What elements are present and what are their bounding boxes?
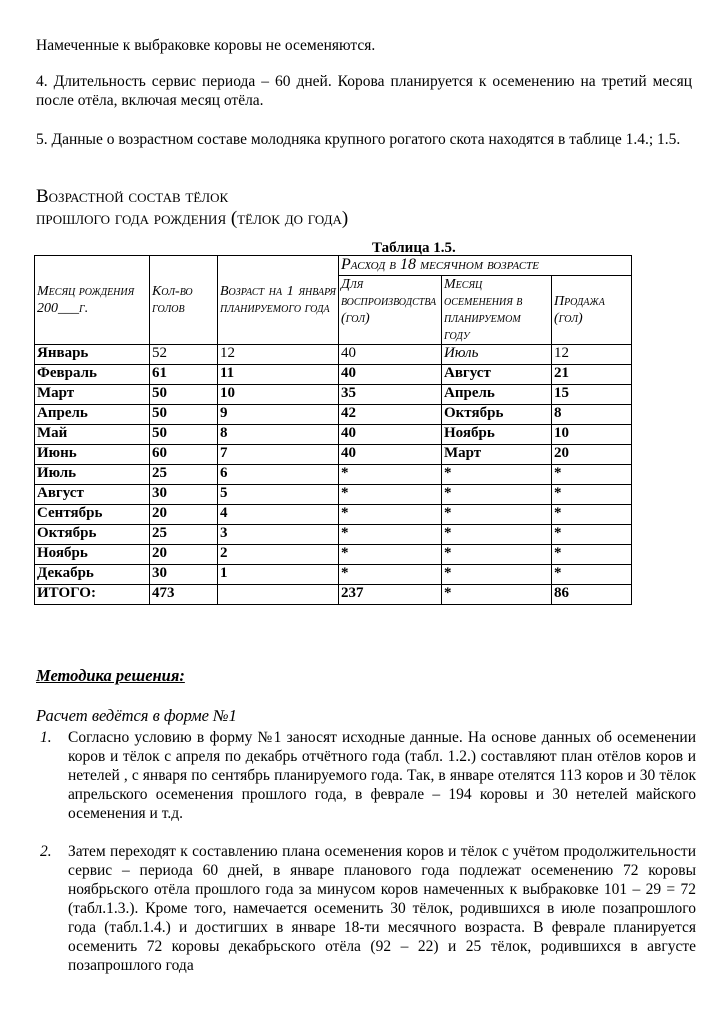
cell-month: Сентябрь xyxy=(35,505,150,525)
table-row xyxy=(35,365,632,385)
cell-count: 25 xyxy=(150,465,218,485)
cell-month: Июль xyxy=(35,465,150,485)
cell-age: 12 xyxy=(218,345,339,365)
cell-age: 1 xyxy=(218,565,339,585)
cell-insem: * xyxy=(442,485,552,505)
intro-paragraph-service-period: 4. Длительность сервис периода – 60 дней. Корова планируется к осеменению на третий месяц после отёла, включая месяц отёла. xyxy=(36,73,692,109)
method-step xyxy=(36,728,696,823)
table-row xyxy=(35,525,632,545)
table-row xyxy=(35,485,632,505)
cell-insem: * xyxy=(442,465,552,485)
method-steps xyxy=(36,728,696,975)
cell-sale: 12 xyxy=(552,345,632,365)
header-sale: Продажа (гол) xyxy=(552,276,632,345)
table-total-row xyxy=(35,585,632,605)
cell-count: 50 xyxy=(150,425,218,445)
cell-prod: 42 xyxy=(339,405,442,425)
cell-count: 61 xyxy=(150,365,218,385)
cell-insem: * xyxy=(442,525,552,545)
table-row xyxy=(35,565,632,585)
cell-age: 3 xyxy=(218,525,339,545)
cell-prod: 40 xyxy=(339,365,442,385)
cell-prod: * xyxy=(339,565,442,585)
cell-age: 6 xyxy=(218,465,339,485)
header-age: Возраст на 1 января планируемого года xyxy=(218,256,339,345)
cell-month: Декабрь xyxy=(35,565,150,585)
section-heading xyxy=(36,186,348,230)
cell-count: 50 xyxy=(150,405,218,425)
cell-sale: 8 xyxy=(552,405,632,425)
table-row xyxy=(35,425,632,445)
cell-sale: 15 xyxy=(552,385,632,405)
method-step xyxy=(36,842,696,975)
cell-prod: 40 xyxy=(339,425,442,445)
step-text: Затем переходят к составлению плана осеменения коров и тёлок с учётом продолжительности сервис – периода 60 дней, в январе планового года подлежат осеменению 72 коровы ноябрьского отёла прошлого года за минусом коров намеченных к выбраковке 101 – 29 = 72 (табл.1.3.). Кроме того, намечается осеменить 30 тёлок, родившихся в июле позапрошлого года (табл.1.4.) и достигших в январе 18-ти месячного возраста. В феврале планируется осеменить 72 коровы декабрьского отёла (92 – 22) и 25 тёлок, родившихся в августе позапрошлого года xyxy=(68,843,696,974)
total-sale: 86 xyxy=(552,585,632,605)
cell-sale: * xyxy=(552,525,632,545)
cell-sale: 21 xyxy=(552,365,632,385)
header-usage-group: Расход в 18 месячном возрасте xyxy=(339,256,632,276)
table-row xyxy=(35,465,632,485)
total-production: 237 xyxy=(339,585,442,605)
cell-prod: 35 xyxy=(339,385,442,405)
cell-insem: Июль xyxy=(442,345,552,365)
total-insemination: * xyxy=(442,585,552,605)
method-subtitle: Расчет ведётся в форме №1 xyxy=(36,706,237,725)
cell-count: 50 xyxy=(150,385,218,405)
step-number: 2. xyxy=(40,843,52,860)
cell-age: 10 xyxy=(218,385,339,405)
cell-prod: * xyxy=(339,505,442,525)
method-title: Методика решения: xyxy=(36,666,185,685)
table-row xyxy=(35,345,632,365)
cell-insem: Ноябрь xyxy=(442,425,552,445)
cell-sale: * xyxy=(552,505,632,525)
table-caption: Таблица 1.5. xyxy=(372,240,456,256)
step-number: 1. xyxy=(40,729,52,746)
cell-insem: * xyxy=(442,505,552,525)
cell-prod: 40 xyxy=(339,345,442,365)
cell-count: 25 xyxy=(150,525,218,545)
intro-paragraph-culled-cows: Намеченные к выбраковке коровы не осеменяются. xyxy=(36,37,376,54)
cell-count: 30 xyxy=(150,565,218,585)
table-row xyxy=(35,445,632,465)
cell-count: 60 xyxy=(150,445,218,465)
header-month: Месяц рождения 200___г. xyxy=(35,256,150,345)
total-count: 473 xyxy=(150,585,218,605)
cell-age: 5 xyxy=(218,485,339,505)
cell-sale: * xyxy=(552,465,632,485)
cell-age: 4 xyxy=(218,505,339,525)
cell-prod: * xyxy=(339,545,442,565)
intro-paragraph-age-data: 5. Данные о возрастном составе молодняка крупного рогатого скота находятся в таблице 1.4.; 1.5. xyxy=(36,131,681,148)
total-label: ИТОГО: xyxy=(35,585,150,605)
cell-sale: 10 xyxy=(552,425,632,445)
table-row xyxy=(35,545,632,565)
cell-sale: * xyxy=(552,485,632,505)
cell-insem: * xyxy=(442,545,552,565)
cell-sale: 20 xyxy=(552,445,632,465)
heifer-age-table xyxy=(34,255,632,605)
table-row xyxy=(35,405,632,425)
cell-insem: Март xyxy=(442,445,552,465)
cell-sale: * xyxy=(552,545,632,565)
cell-month: Февраль xyxy=(35,365,150,385)
cell-age: 2 xyxy=(218,545,339,565)
cell-age: 8 xyxy=(218,425,339,445)
cell-month: Апрель xyxy=(35,405,150,425)
cell-count: 52 xyxy=(150,345,218,365)
cell-month: Январь xyxy=(35,345,150,365)
step-text: Согласно условию в форму №1 заносят исходные данные. На основе данных об осеменении коров и тёлок с апреля по декабрь отчётного года (табл. 1.2.) составляют план отёлов коров и нетелей , с января по сентябрь планируемого года. Так, в январе отелятся 113 коров и 30 тёлок апрельского осеменения прошлого года, в феврале – 194 коровы и 30 нетелей майского осеменения и т.д. xyxy=(68,729,696,822)
cell-month: Октябрь xyxy=(35,525,150,545)
table-row xyxy=(35,505,632,525)
cell-count: 20 xyxy=(150,545,218,565)
cell-insem: Август xyxy=(442,365,552,385)
table-row xyxy=(35,385,632,405)
cell-month: Март xyxy=(35,385,150,405)
cell-prod: * xyxy=(339,485,442,505)
cell-prod: * xyxy=(339,465,442,485)
cell-age: 9 xyxy=(218,405,339,425)
header-count: Кол-во голов xyxy=(150,256,218,345)
cell-age: 7 xyxy=(218,445,339,465)
cell-insem: * xyxy=(442,565,552,585)
cell-month: Август xyxy=(35,485,150,505)
cell-insem: Апрель xyxy=(442,385,552,405)
cell-month: Июнь xyxy=(35,445,150,465)
cell-age: 11 xyxy=(218,365,339,385)
cell-count: 30 xyxy=(150,485,218,505)
cell-month: Май xyxy=(35,425,150,445)
heading-line-1: Возрастной состав тёлок xyxy=(36,186,229,207)
total-age xyxy=(218,585,339,605)
cell-month: Ноябрь xyxy=(35,545,150,565)
cell-prod: * xyxy=(339,525,442,545)
header-production: Для воспроизводства (гол) xyxy=(339,276,442,345)
header-insemination-month: Месяц осеменения в планируемом году xyxy=(442,276,552,345)
cell-insem: Октябрь xyxy=(442,405,552,425)
cell-count: 20 xyxy=(150,505,218,525)
cell-prod: 40 xyxy=(339,445,442,465)
heading-line-2: прошлого года рождения (тёлок до года) xyxy=(36,208,349,229)
cell-sale: * xyxy=(552,565,632,585)
